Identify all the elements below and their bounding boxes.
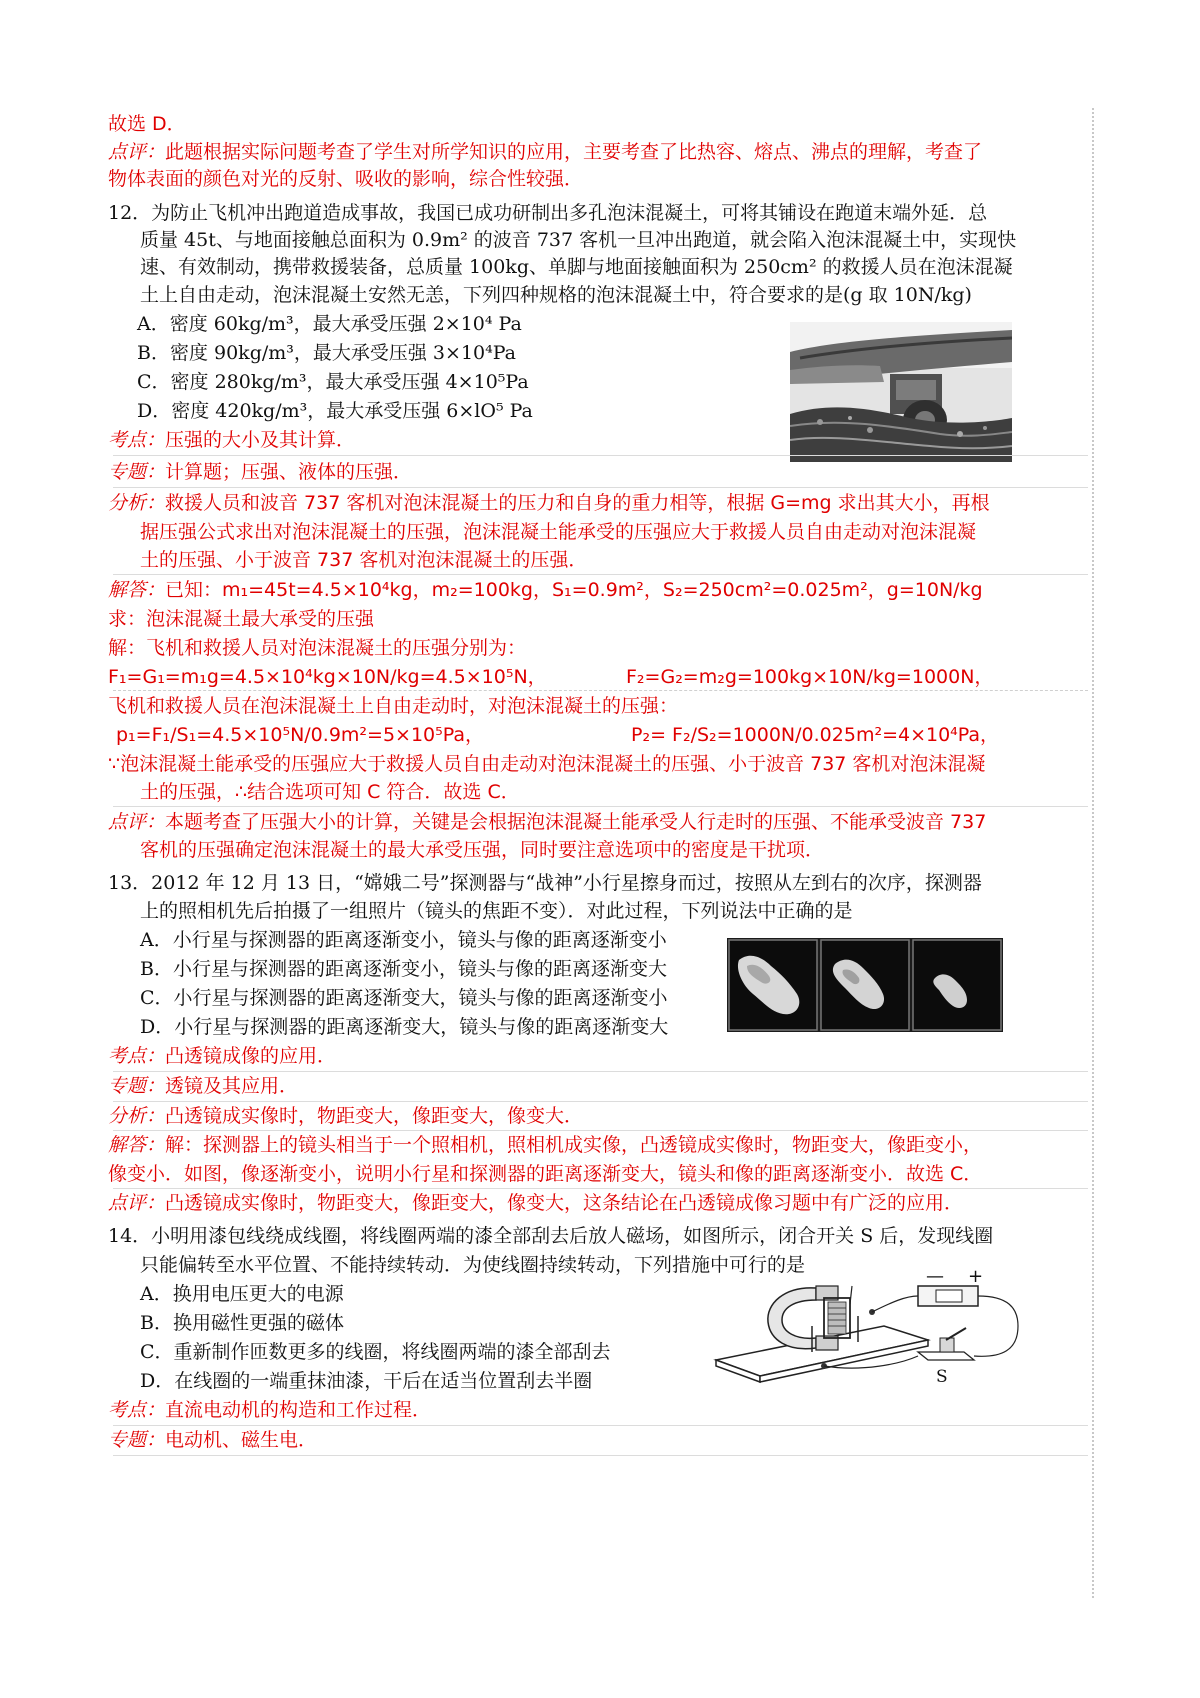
motor-circuit-diagram (712, 1268, 1024, 1388)
q13-jieda-line1: 解答：解：探测器上的镜头相当于一个照相机，照相机成实像，凸透镜成实像时，物距变大，像距变小， (108, 1134, 983, 1156)
q12-because-line1: ∵泡沫混凝土能承受的压强应大于救援人员自由走动对泡沫混凝土的压强、小于波音 737 客机对泡沫混凝 (108, 753, 986, 775)
jieda-label: 解答： (108, 579, 166, 601)
q12-walk-line: 飞机和救援人员在泡沫混凝土上自由走动时，对泡沫混凝土的压强： (108, 695, 679, 717)
q12-solution-intro: 解：飞机和救援人员对泡沫混凝土的压强分别为： (108, 637, 527, 659)
q11-comment-line1: 点评：此题根据实际问题考查了学生对所学知识的应用，主要考查了比热容、熔点、沸点的理解，考查了 (108, 141, 983, 163)
q13-stem-line1: 13．2012 年 12 月 13 日，“嫦娥二号”探测器与“战神”小行星擦身而过，按照从左到右的次序，探测器 (108, 872, 982, 894)
q14-option-d: D．在线圈的一端重抹油漆，干后在适当位置刮去半圈 (140, 1370, 593, 1392)
q12-zhuanti: 专题：计算题；压强、液体的压强． (108, 461, 413, 483)
right-margin-dotted-line (1092, 108, 1094, 1598)
q12-stem-line1: 12．为防止飞机冲出跑道造成事故，我国已成功研制出多孔泡沫混凝土，可将其铺设在跑道末端外延．总 (108, 202, 988, 224)
divider (113, 1455, 1088, 1456)
kaodian-label: 考点： (108, 1399, 166, 1421)
fenxi-label: 分析： (108, 1105, 166, 1127)
zhuanti-label: 专题： (108, 1429, 166, 1451)
kaodian-label: 考点： (108, 1045, 166, 1067)
q13-zhuanti: 专题：透镜及其应用． (108, 1075, 299, 1097)
q13-asteroid-photos (727, 938, 1003, 1032)
q13-stem-line2: 上的照相机先后拍摄了一组照片（镜头的焦距不变）．对此过程，下列说法中正确的是 (140, 900, 853, 922)
kaodian-label: 考点： (108, 429, 166, 451)
q12-option-b: B．密度 90kg/m³，最大承受压强 3×10⁴Pa (137, 342, 516, 364)
q14-option-b: B．换用磁性更强的磁体 (140, 1312, 344, 1334)
q14-zhuanti: 专题：电动机、磁生电． (108, 1429, 318, 1451)
q12-dianping-line1: 点评：本题考查了压强大小的计算，关键是会根据泡沫混凝土能承受人行走时的压强、不能承受波音 737 (108, 811, 987, 833)
q12-known: 解答：已知：m₁=45t=4.5×10⁴kg，m₂=100kg，S₁=0.9m²，S₂=250cm²=0.025m²，g=10N/kg (108, 579, 983, 601)
asteroid-sequence-illustration (727, 938, 1003, 1032)
q12-f2: F₂=G₂=m₂g=100kg×10N/kg=1000N， (626, 666, 994, 688)
q12-stem-line3: 速、有效制动，携带救援装备，总质量 100kg、单脚与地面接触面积为 250cm² 的救援人员在泡沫混凝 (140, 256, 1013, 278)
divider (113, 690, 1088, 691)
q12-stem-line2: 质量 45t、与地面接触总面积为 0.9m² 的波音 737 客机一旦冲出跑道，就会陷入泡沫混凝土中，实现快 (140, 229, 1017, 251)
q12-p1: p₁=F₁/S₁=4.5×10⁵N/0.9m²=5×10⁵Pa， (116, 724, 484, 746)
q12-find: 求：泡沫混凝土最大承受的压强 (108, 608, 375, 630)
q12-dianping-line2: 客机的压强确定泡沫混凝土的最大承受压强，同时要注意选项中的密度是干扰项． (140, 839, 825, 861)
q14-kaodian: 考点：直流电动机的构造和工作过程． (108, 1399, 432, 1421)
q12-fenxi-line1: 分析：救援人员和波音 737 客机对泡沫混凝土的压力和自身的重力相等，根据 G=mg 求出其大小，再根 (108, 492, 990, 514)
divider (113, 806, 1088, 807)
q11-answer: 故选 D． (108, 113, 186, 135)
battery-minus-label: — (926, 1268, 944, 1287)
q13-dianping: 点评：凸透镜成实像时，物距变大，像距变大，像变大，这条结论在凸透镜成像习题中有广泛的应用． (108, 1192, 964, 1214)
q14-stem-line2: 只能偏转至水平位置、不能持续转动．为使线圈持续转动，下列措施中可行的是 (140, 1254, 806, 1276)
q13-option-a: A．小行星与探测器的距离逐渐变小，镜头与像的距离逐渐变小 (140, 929, 667, 951)
zhuanti-label: 专题： (108, 1075, 166, 1097)
q13-kaodian: 考点：凸透镜成像的应用． (108, 1045, 337, 1067)
q12-airplane-photo (790, 322, 1012, 462)
divider (113, 455, 1088, 456)
dianping-label: 点评： (108, 811, 166, 833)
airplane-in-foam-illustration (790, 322, 1012, 462)
q11-comment-line2: 物体表面的颜色对光的反射、吸收的影响，综合性较强． (108, 168, 584, 190)
q12-f1: F₁=G₁=m₁g=4.5×10⁴kg×10N/kg=4.5×10⁵N， (108, 666, 547, 688)
q14-option-a: A．换用电压更大的电源 (140, 1283, 344, 1305)
comment-label: 点评： (108, 141, 166, 163)
q12-option-d: D．密度 420kg/m³，最大承受压强 6×lO⁵ Pa (137, 400, 533, 422)
q13-option-d: D．小行星与探测器的距离逐渐变大，镜头与像的距离逐渐变大 (140, 1016, 669, 1038)
dianping-label: 点评： (108, 1192, 166, 1214)
q12-fenxi-line3: 土的压强、小于波音 737 客机对泡沫混凝土的压强． (140, 549, 588, 571)
q12-option-c: C．密度 280kg/m³，最大承受压强 4×10⁵Pa (137, 371, 529, 393)
q13-jieda-line2: 像变小．如图，像逐渐变小，说明小行星和探测器的距离逐渐变大，镜头和像的距离逐渐变小．故选 C． (108, 1163, 983, 1185)
divider (113, 487, 1088, 488)
q14-stem-line1: 14．小明用漆包线绕成线圈，将线圈两端的漆全部刮去后放人磁场，如图所示，闭合开关 S 后，发现线圈 (108, 1225, 994, 1247)
q12-p2: P₂= F₂/S₂=1000N/0.025m²=4×10⁴Pa， (631, 724, 1000, 746)
q12-fenxi-line2: 据压强公式求出对泡沫混凝土的压强，泡沫混凝土能承受的压强应大于救援人员自由走动对泡沫混凝 (140, 521, 977, 543)
switch-s-label: S (936, 1367, 948, 1387)
q12-option-a: A．密度 60kg/m³，最大承受压强 2×10⁴ Pa (137, 313, 522, 335)
zhuanti-label: 专题： (108, 461, 166, 483)
q14-option-c: C．重新制作匝数更多的线圈，将线圈两端的漆全部刮去 (140, 1341, 611, 1363)
q12-stem-line4: 土上自由走动，泡沫混凝土安然无恙，下列四种规格的泡沫混凝土中，符合要求的是(g 取 10N/kg) (140, 284, 972, 306)
fenxi-label: 分析： (108, 492, 166, 514)
battery-plus-label: + (968, 1268, 984, 1287)
q13-option-c: C．小行星与探测器的距离逐渐变大，镜头与像的距离逐渐变小 (140, 987, 668, 1009)
q13-fenxi: 分析：凸透镜成实像时，物距变大，像距变大，像变大． (108, 1105, 584, 1127)
jieda-label: 解答： (108, 1134, 166, 1156)
q14-motor-circuit-figure (712, 1268, 1024, 1388)
q12-kaodian: 考点：压强的大小及其计算． (108, 429, 356, 451)
divider (113, 574, 1088, 575)
q13-option-b: B．小行星与探测器的距离逐渐变小，镜头与像的距离逐渐变大 (140, 958, 667, 980)
q12-because-line2: 土的压强，∴结合选项可知 C 符合．故选 C． (140, 781, 520, 803)
